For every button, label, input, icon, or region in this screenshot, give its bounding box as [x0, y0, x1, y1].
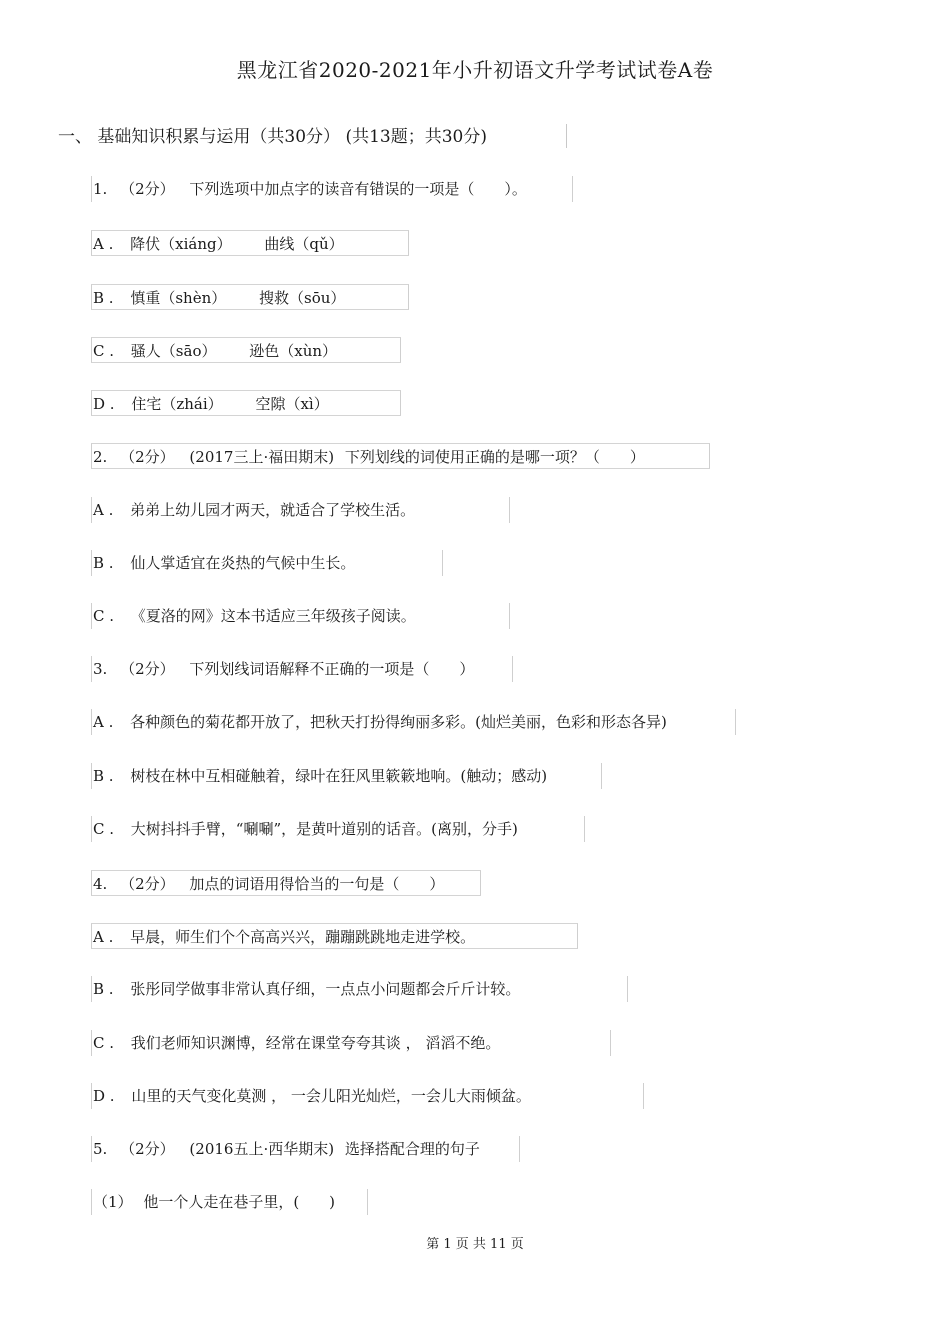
option-text: 《夏洛的网》这本书适应三年级孩子阅读。	[130, 607, 416, 625]
option-text: 张彤同学做事非常认真仔细，一点点小问题都会斤斤计较。	[130, 980, 521, 998]
q5-subitem-1	[91, 1189, 368, 1215]
option-text: 我们老师知识渊博，经常在课堂夸夸其谈 ， 滔滔不绝。	[130, 1034, 501, 1052]
q2-option-a	[91, 497, 510, 523]
option-word-1: 住宅（zhái）	[131, 395, 223, 413]
question-5	[91, 1136, 520, 1162]
option-word-2: 搜救（sōu）	[259, 289, 346, 307]
question-score: （2分）	[120, 180, 175, 198]
section-heading: 一、 基础知识积累与运用（共30分） (共13题；共30分)	[58, 127, 487, 147]
question-number: 2.	[93, 448, 108, 466]
option-text: 大树抖抖手臂，“唰唰”，是黄叶道别的话音。(离别，分手)	[130, 820, 518, 838]
question-score: （2分）	[120, 448, 175, 466]
q1-option-c	[91, 337, 401, 363]
option-letter: C .	[93, 1034, 115, 1052]
q1-option-a	[91, 230, 409, 256]
option-word-2: 空隙（xì）	[255, 395, 329, 413]
question-number: 3.	[93, 660, 108, 678]
q4-option-d	[91, 1083, 644, 1109]
question-number: 4.	[93, 875, 108, 893]
question-text: 下列选项中加点字的读音有错误的一项是（ ）。	[189, 180, 527, 198]
q3-option-c	[91, 816, 585, 842]
option-text: 早晨，师生们个个高高兴兴，蹦蹦跳跳地走进学校。	[130, 928, 476, 946]
exam-title: 黑龙江省2020-2021年小升初语文升学考试试卷A卷	[236, 58, 714, 82]
question-text: 加点的词语用得恰当的一句是（ ）	[189, 875, 445, 893]
option-letter: B .	[93, 554, 114, 572]
subitem-label: （1）	[93, 1193, 133, 1211]
question-4	[91, 870, 481, 896]
option-letter: A .	[93, 713, 114, 731]
option-text: 山里的天气变化莫测 ， 一会儿阳光灿烂，一会儿大雨倾盆。	[131, 1087, 531, 1105]
q4-option-b	[91, 976, 628, 1002]
question-score: （2分）	[120, 1140, 175, 1158]
subitem-text: 他一个人走在巷子里，( )	[143, 1193, 336, 1211]
option-text: 树枝在林中互相碰触着，绿叶在狂风里簌簌地响。(触动；感动)	[130, 767, 548, 785]
question-1	[91, 176, 573, 202]
option-letter: D .	[93, 1087, 115, 1105]
q1-option-b	[91, 284, 409, 310]
option-word-2: 曲线（qǔ）	[264, 235, 344, 253]
option-word-1: 骚人（sāo）	[130, 342, 217, 360]
question-source: (2016五上·西华期末)	[189, 1140, 335, 1158]
option-letter: C .	[93, 607, 115, 625]
option-letter: A .	[93, 928, 114, 946]
q3-option-a	[91, 709, 736, 735]
option-letter: B .	[93, 980, 114, 998]
q1-option-d	[91, 390, 401, 416]
q2-option-b	[91, 550, 443, 576]
question-text: 选择搭配合理的句子	[344, 1140, 480, 1158]
option-word-1: 降伏（xiáng）	[130, 235, 232, 253]
question-number: 1.	[93, 180, 108, 198]
question-number: 5.	[93, 1140, 108, 1158]
question-2	[91, 443, 710, 469]
option-letter: A .	[93, 235, 114, 253]
section-divider	[566, 124, 567, 148]
option-text: 仙人掌适宜在炎热的气候中生长。	[130, 554, 356, 572]
option-letter: C .	[93, 342, 115, 360]
option-word-1: 慎重（shèn）	[130, 289, 227, 307]
question-text: 下列划线词语解释不正确的一项是（ ）	[189, 660, 475, 678]
option-letter: B .	[93, 767, 114, 785]
q4-option-a	[91, 923, 578, 949]
question-score: （2分）	[120, 660, 175, 678]
option-letter: B .	[93, 289, 114, 307]
q2-option-c	[91, 603, 510, 629]
option-letter: C .	[93, 820, 115, 838]
question-score: （2分）	[120, 875, 175, 893]
q3-option-b	[91, 763, 602, 789]
question-text: 下列划线的词使用正确的是哪一项？（ ）	[344, 448, 645, 466]
option-text: 弟弟上幼儿园才两天，就适合了学校生活。	[130, 501, 416, 519]
option-letter: D .	[93, 395, 115, 413]
option-text: 各种颜色的菊花都开放了，把秋天打扮得绚丽多彩。(灿烂美丽，色彩和形态各异)	[130, 713, 667, 731]
q4-option-c	[91, 1030, 611, 1056]
page-footer: 第 1 页 共 11 页	[426, 1237, 524, 1252]
option-word-2: 逊色（xùn）	[249, 342, 338, 360]
question-source: (2017三上·福田期末)	[189, 448, 335, 466]
question-3	[91, 656, 513, 682]
option-letter: A .	[93, 501, 114, 519]
